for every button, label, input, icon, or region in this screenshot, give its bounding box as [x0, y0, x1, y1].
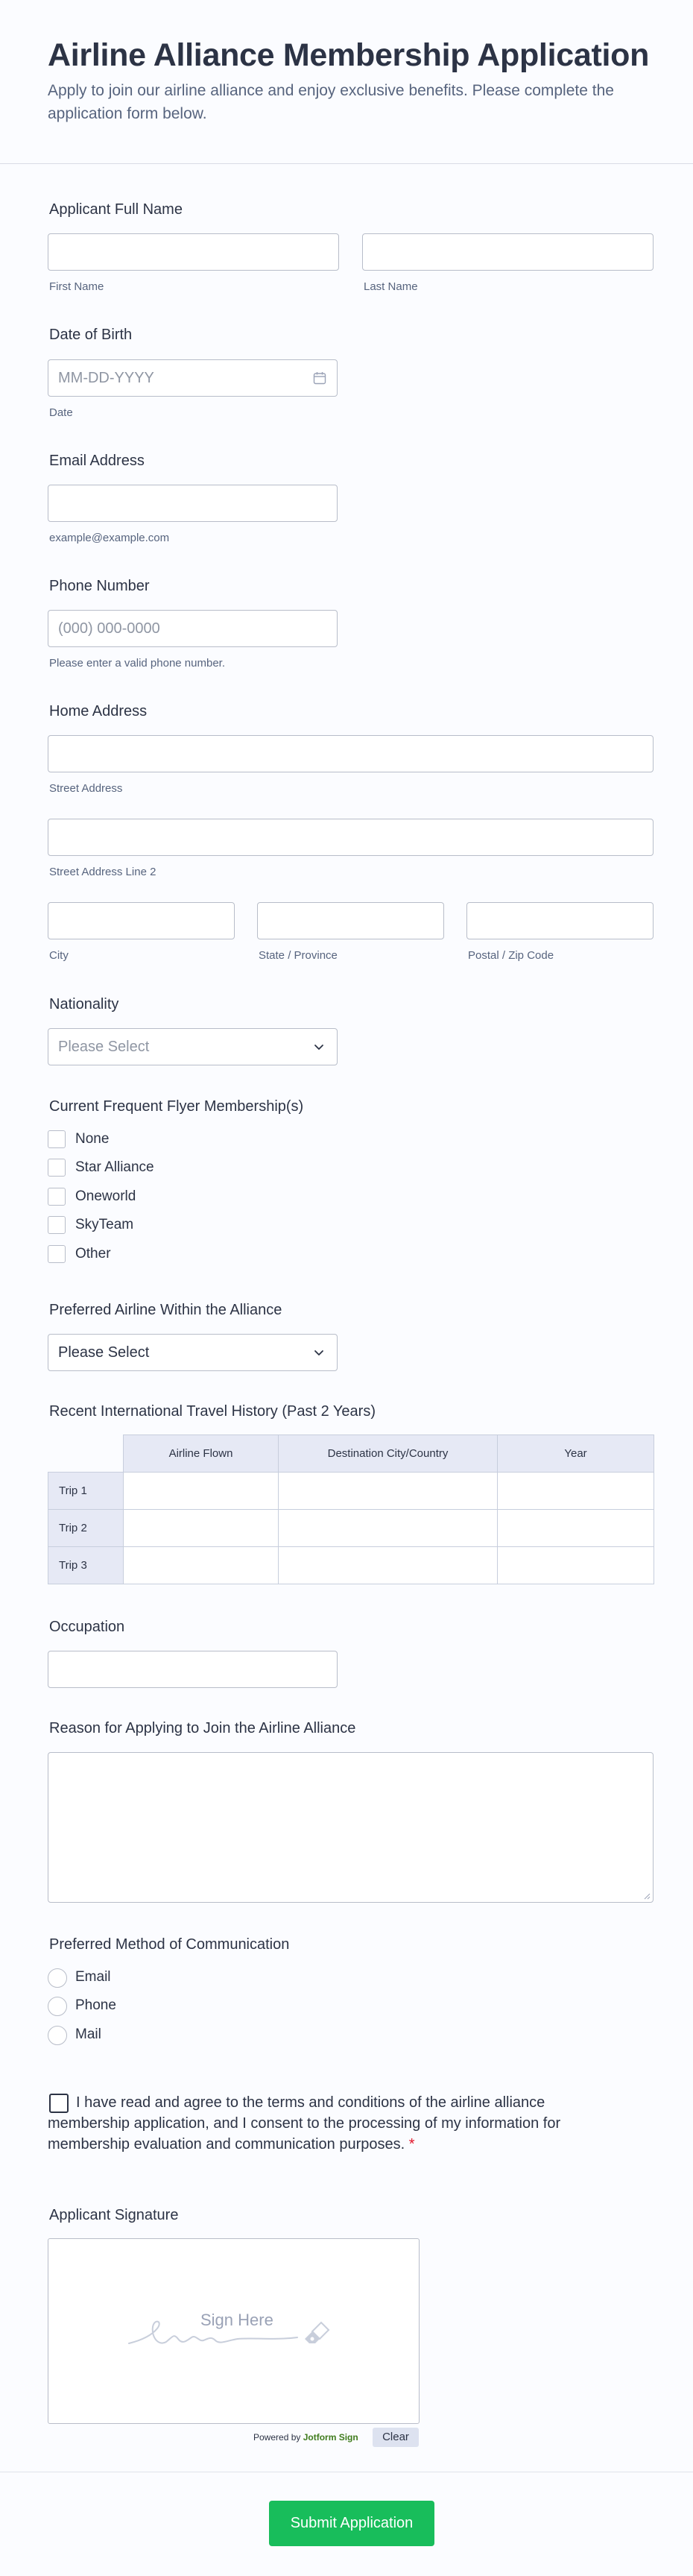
consent-text — [48, 2092, 584, 2155]
sign-here-placeholder: Sign Here — [200, 2311, 273, 2329]
column-header: Airline Flown — [124, 1435, 279, 1473]
checkbox[interactable] — [48, 1216, 66, 1234]
street-address-2-input[interactable] — [48, 819, 654, 856]
checkbox[interactable] — [48, 1130, 66, 1148]
address-label: Home Address — [49, 703, 148, 719]
checkbox-label: Other — [75, 1246, 111, 1262]
first-name-input[interactable] — [48, 233, 339, 271]
table-cell-input[interactable] — [279, 1510, 498, 1547]
travel-history-label: Recent International Travel History (Past 2 Years) — [49, 1403, 376, 1420]
radio-button[interactable] — [48, 2026, 67, 2045]
street-address-2-sublabel: Street Address Line 2 — [49, 866, 156, 878]
phone-placeholder: (000) 000-0000 — [58, 620, 160, 637]
radio-button[interactable] — [48, 1968, 67, 1988]
table-row — [48, 1510, 654, 1547]
checkbox-label: SkyTeam — [75, 1217, 134, 1232]
reason-textarea[interactable] — [48, 1752, 654, 1903]
dob-input[interactable] — [48, 359, 338, 397]
table-cell-input[interactable] — [498, 1510, 654, 1547]
city-sublabel: City — [49, 949, 69, 962]
last-name-sublabel: Last Name — [364, 280, 418, 293]
chevron-down-icon — [311, 1345, 326, 1360]
resize-handle-icon[interactable] — [643, 1892, 651, 1900]
preferred-airline-label: Preferred Airline Within the Alliance — [49, 1302, 282, 1318]
powered-by — [253, 2432, 358, 2443]
frequent-flyer-label: Current Frequent Flyer Membership(s) — [49, 1098, 304, 1115]
table-cell-input[interactable] — [124, 1510, 279, 1547]
form-header — [0, 0, 693, 164]
required-mark: * — [408, 2136, 415, 2153]
city-input[interactable] — [48, 902, 235, 939]
occupation-label: Occupation — [49, 1619, 125, 1635]
radio-button[interactable] — [48, 1997, 67, 2016]
street-address-sublabel: Street Address — [49, 782, 123, 795]
communication-label: Preferred Method of Communication — [49, 1936, 290, 1953]
table-cell-input[interactable] — [498, 1547, 654, 1584]
dob-sublabel: Date — [49, 406, 73, 419]
row-header: Trip 2 — [48, 1510, 124, 1547]
email-label: Email Address — [49, 453, 145, 469]
column-header: Year — [498, 1435, 654, 1473]
checkbox-label: Star Alliance — [75, 1159, 154, 1175]
email-sublabel: example@example.com — [49, 532, 170, 544]
nationality-select[interactable] — [48, 1028, 338, 1065]
table-cell-input[interactable] — [279, 1547, 498, 1584]
full-name-label: Applicant Full Name — [49, 201, 183, 218]
phone-sublabel: Please enter a valid phone number. — [49, 657, 225, 670]
reason-label: Reason for Applying to Join the Airline Alliance — [49, 1720, 356, 1736]
submit-button[interactable]: Submit Application — [269, 2501, 434, 2546]
form-title: Airline Alliance Membership Application — [48, 37, 650, 73]
checkbox-label: Oneworld — [75, 1188, 136, 1204]
preferred-airline-select[interactable] — [48, 1334, 338, 1371]
checkbox[interactable] — [48, 1188, 66, 1206]
table-row — [48, 1473, 654, 1510]
signature-label: Applicant Signature — [49, 2207, 179, 2223]
last-name-input[interactable] — [362, 233, 654, 271]
consent-text-body: I have read and agree to the terms and conditions of the airline alliance membership application, and I consent to the processing of my information for membership evaluation and communication purposes. — [48, 2094, 561, 2153]
form-description: Apply to join our airline alliance and enjoy exclusive benefits. Please complete the application form below. — [48, 82, 614, 122]
phone-input[interactable] — [48, 610, 338, 647]
nationality-placeholder: Please Select — [58, 1039, 150, 1055]
table-cell-input[interactable] — [279, 1473, 498, 1510]
first-name-sublabel: First Name — [49, 280, 104, 293]
occupation-input[interactable] — [48, 1651, 338, 1688]
radio-label: Phone — [75, 1997, 116, 2013]
table-cell-input[interactable] — [124, 1547, 279, 1584]
travel-history-table — [48, 1435, 654, 1584]
dob-placeholder: MM-DD-YYYY — [58, 370, 154, 386]
row-header: Trip 3 — [48, 1547, 124, 1584]
checkbox-label: None — [75, 1131, 110, 1147]
powered-prefix: Powered by — [253, 2432, 301, 2443]
zip-sublabel: Postal / Zip Code — [468, 949, 554, 962]
email-input[interactable] — [48, 485, 338, 522]
calendar-icon[interactable] — [313, 371, 326, 385]
clear-signature-button[interactable]: Clear — [373, 2428, 419, 2447]
radio-label: Email — [75, 1969, 111, 1985]
column-header: Destination City/Country — [279, 1435, 498, 1473]
chevron-down-icon — [311, 1039, 326, 1054]
dob-label: Date of Birth — [49, 327, 133, 343]
state-input[interactable] — [257, 902, 444, 939]
radio-label: Mail — [75, 2027, 101, 2042]
consent-checkbox[interactable] — [49, 2094, 69, 2113]
preferred-airline-value: Please Select — [58, 1344, 150, 1361]
table-corner — [48, 1435, 124, 1473]
table-row — [48, 1547, 654, 1584]
street-address-input[interactable] — [48, 735, 654, 772]
state-sublabel: State / Province — [259, 949, 338, 962]
table-cell-input[interactable] — [124, 1473, 279, 1510]
checkbox[interactable] — [48, 1245, 66, 1263]
zip-input[interactable] — [466, 902, 654, 939]
phone-label: Phone Number — [49, 578, 150, 594]
nationality-label: Nationality — [49, 996, 119, 1013]
table-cell-input[interactable] — [498, 1473, 654, 1510]
powered-brand: Jotform Sign — [303, 2432, 358, 2443]
checkbox[interactable] — [48, 1159, 66, 1177]
signature-pad[interactable] — [48, 2238, 420, 2424]
row-header: Trip 1 — [48, 1473, 124, 1510]
